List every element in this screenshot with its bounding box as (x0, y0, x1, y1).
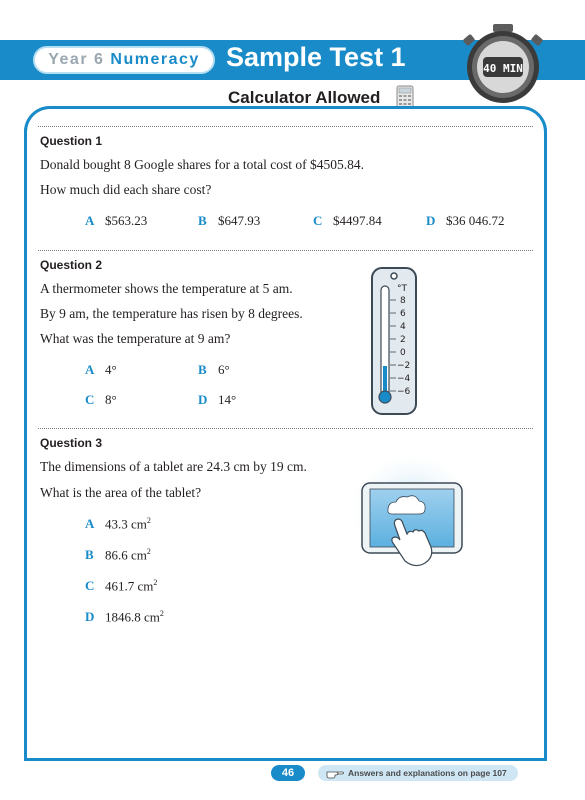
answers-note: Answers and explanations on page 107 (348, 768, 507, 778)
thermometer-tick: 6 (400, 309, 406, 319)
option-letter: D (85, 609, 95, 625)
option-letter: D (426, 213, 436, 228)
thermometer-tick: −2 (397, 361, 411, 371)
thermometer-tick: 4 (400, 322, 406, 332)
question-3-prompt: What is the area of the tablet? (40, 485, 202, 500)
divider (38, 428, 533, 429)
year-text: Year 6 (48, 51, 105, 68)
option-text: 14° (218, 392, 237, 407)
pointing-hand-icon (326, 767, 344, 779)
option-letter: C (313, 213, 323, 228)
question-3-option-c[interactable] (85, 578, 157, 594)
thermometer-tick: 0 (400, 348, 406, 358)
option-letter: B (198, 362, 207, 377)
page-number: 46 (271, 765, 305, 781)
question-2-option-c[interactable] (85, 392, 117, 408)
timer-text: 40 MIN (483, 62, 523, 75)
question-2-option-b[interactable] (198, 362, 230, 378)
option-superscript: 2 (153, 578, 158, 587)
option-letter: B (85, 547, 94, 563)
question-1-heading: Question 1 (40, 134, 103, 148)
page-title: Sample Test 1 (226, 42, 406, 72)
thermometer-unit: °T (397, 284, 407, 294)
timer-icon (460, 22, 546, 104)
option-text: $36 046.72 (446, 213, 505, 228)
thermometer-tick: −6 (397, 387, 411, 397)
calculator-note: Calculator Allowed (228, 88, 381, 107)
option-letter: A (85, 362, 95, 377)
option-text: 43.3 cm (105, 516, 147, 532)
option-text: 6° (218, 362, 230, 377)
divider (38, 250, 533, 251)
question-3-option-a[interactable] (85, 516, 151, 532)
option-text: $563.23 (105, 213, 148, 228)
option-text: 461.7 cm (105, 578, 154, 594)
content-frame (24, 106, 547, 761)
option-superscript: 2 (146, 516, 151, 525)
question-1-text: Donald bought 8 Google shares for a total cost of $4505.84. (40, 157, 364, 172)
question-2-text: A thermometer shows the temperature at 5 am. (40, 281, 293, 296)
option-text: 8° (105, 392, 117, 407)
thermometer-tick: 2 (400, 335, 406, 345)
option-superscript: 2 (146, 547, 151, 556)
option-text: 86.6 cm (105, 547, 147, 563)
question-3-heading: Question 3 (40, 436, 103, 450)
option-letter: D (198, 392, 208, 407)
question-1-prompt: How much did each share cost? (40, 182, 212, 197)
option-letter: C (85, 392, 95, 407)
divider (38, 126, 533, 127)
option-superscript: 2 (159, 609, 164, 618)
answers-link[interactable] (318, 765, 518, 781)
option-letter: A (85, 516, 95, 532)
option-text: $4497.84 (333, 213, 382, 228)
option-letter: A (85, 213, 95, 228)
question-2-text: By 9 am, the temperature has risen by 8 degrees. (40, 306, 303, 321)
option-letter: C (85, 578, 95, 594)
question-1-option-c[interactable] (313, 213, 382, 229)
question-1-option-b[interactable] (198, 213, 260, 229)
question-2-option-a[interactable] (85, 362, 117, 378)
question-1-option-a[interactable] (85, 213, 147, 229)
question-2-option-d[interactable] (198, 392, 236, 408)
year-label (33, 46, 215, 74)
subject-text: Numeracy (110, 51, 200, 68)
tablet-hand-icon (350, 458, 475, 588)
question-2-heading: Question 2 (40, 258, 103, 272)
question-3-option-b[interactable] (85, 547, 151, 563)
question-3-option-d[interactable] (85, 609, 164, 625)
question-1-option-d[interactable] (426, 213, 505, 229)
question-3-text: The dimensions of a tablet are 24.3 cm by 19 cm. (40, 459, 307, 474)
option-letter: B (198, 213, 207, 228)
thermometer-tick: 8 (400, 296, 406, 306)
thermometer-tick: −4 (397, 374, 411, 384)
question-2-prompt: What was the temperature at 9 am? (40, 331, 231, 346)
option-text: 1846.8 cm (105, 609, 160, 625)
option-text: 4° (105, 362, 117, 377)
option-text: $647.93 (218, 213, 261, 228)
thermometer-icon (370, 266, 418, 416)
